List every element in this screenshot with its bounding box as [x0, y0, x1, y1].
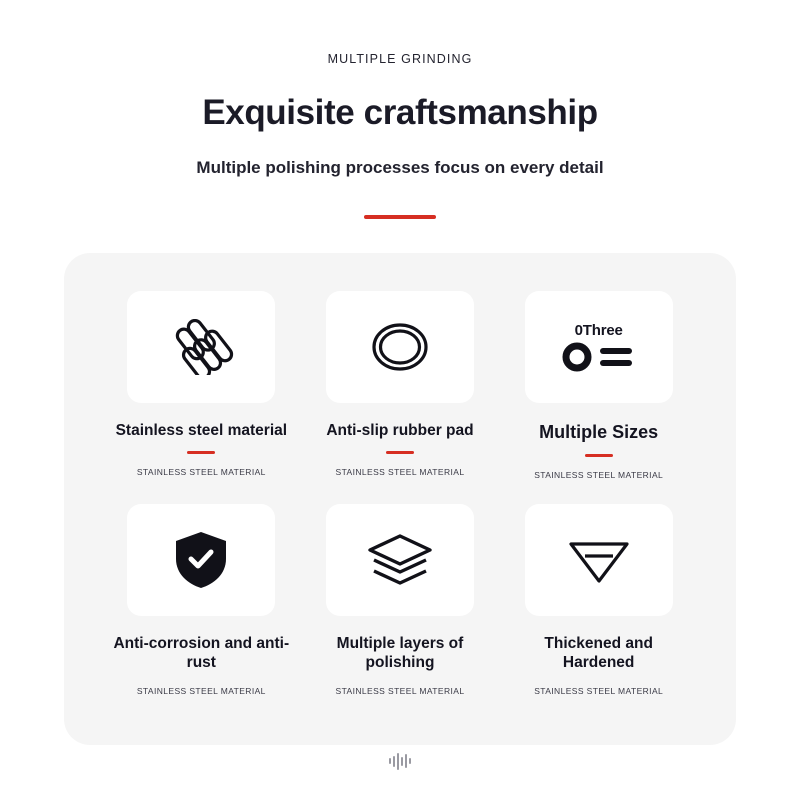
audio-bars-icon	[389, 752, 411, 770]
feature-subtitle: STAINLESS STEEL MATERIAL	[534, 686, 664, 697]
rubber-ring-icon	[368, 319, 432, 375]
feature-subtitle: STAINLESS STEEL MATERIAL	[335, 466, 465, 477]
page-subtitle: Multiple polishing processes focus on every detail	[196, 157, 604, 177]
accent-divider	[364, 215, 436, 219]
feature-icon-tile	[326, 291, 474, 403]
feature-icon-tile	[326, 504, 474, 616]
feature-icon-tile	[127, 291, 275, 403]
feature-title: Multiple Sizes	[539, 422, 659, 442]
feature-card-anti-corrosion[interactable]	[110, 504, 293, 717]
feature-icon-tile	[525, 291, 673, 403]
feature-icon-tile	[525, 504, 673, 616]
features-panel	[64, 253, 736, 745]
feature-subtitle: STAINLESS STEEL MATERIAL	[136, 686, 266, 697]
feature-title: Anti-slip rubber pad	[326, 422, 474, 439]
footer-mark	[0, 752, 800, 770]
layers-icon	[364, 531, 436, 589]
stacked-rods-icon	[166, 319, 236, 375]
feature-divider	[585, 454, 613, 457]
size-circle-bars-icon	[560, 342, 638, 372]
feature-card-multiple-layers[interactable]	[309, 504, 492, 717]
feature-card-multiple-sizes[interactable]	[507, 291, 690, 504]
feature-subtitle: STAINLESS STEEL MATERIAL	[335, 686, 465, 697]
feature-title: Thickened and Hardened	[544, 635, 653, 671]
feature-card-rubber-pad[interactable]	[309, 291, 492, 504]
page-title: Exquisite craftsmanship	[202, 93, 598, 132]
feature-card-stainless-steel[interactable]	[110, 291, 293, 504]
page-header	[0, 0, 800, 219]
feature-title: Multiple layers of polishing	[336, 635, 464, 671]
feature-divider	[187, 451, 215, 454]
diamond-icon	[564, 532, 634, 588]
feature-subtitle: STAINLESS STEEL MATERIAL	[136, 466, 266, 477]
feature-icon-tile	[127, 504, 275, 616]
eyebrow-text: MULTIPLE GRINDING	[327, 52, 473, 66]
feature-card-thickened-hardened[interactable]	[507, 504, 690, 717]
shield-check-icon	[172, 529, 230, 591]
feature-title: Stainless steel material	[115, 422, 288, 439]
feature-divider	[386, 451, 414, 454]
features-grid	[64, 253, 736, 745]
feature-subtitle: STAINLESS STEEL MATERIAL	[534, 469, 664, 480]
feature-title: Anti-corrosion and anti-rust	[113, 635, 290, 671]
tile-caption: 0Three	[574, 322, 623, 339]
